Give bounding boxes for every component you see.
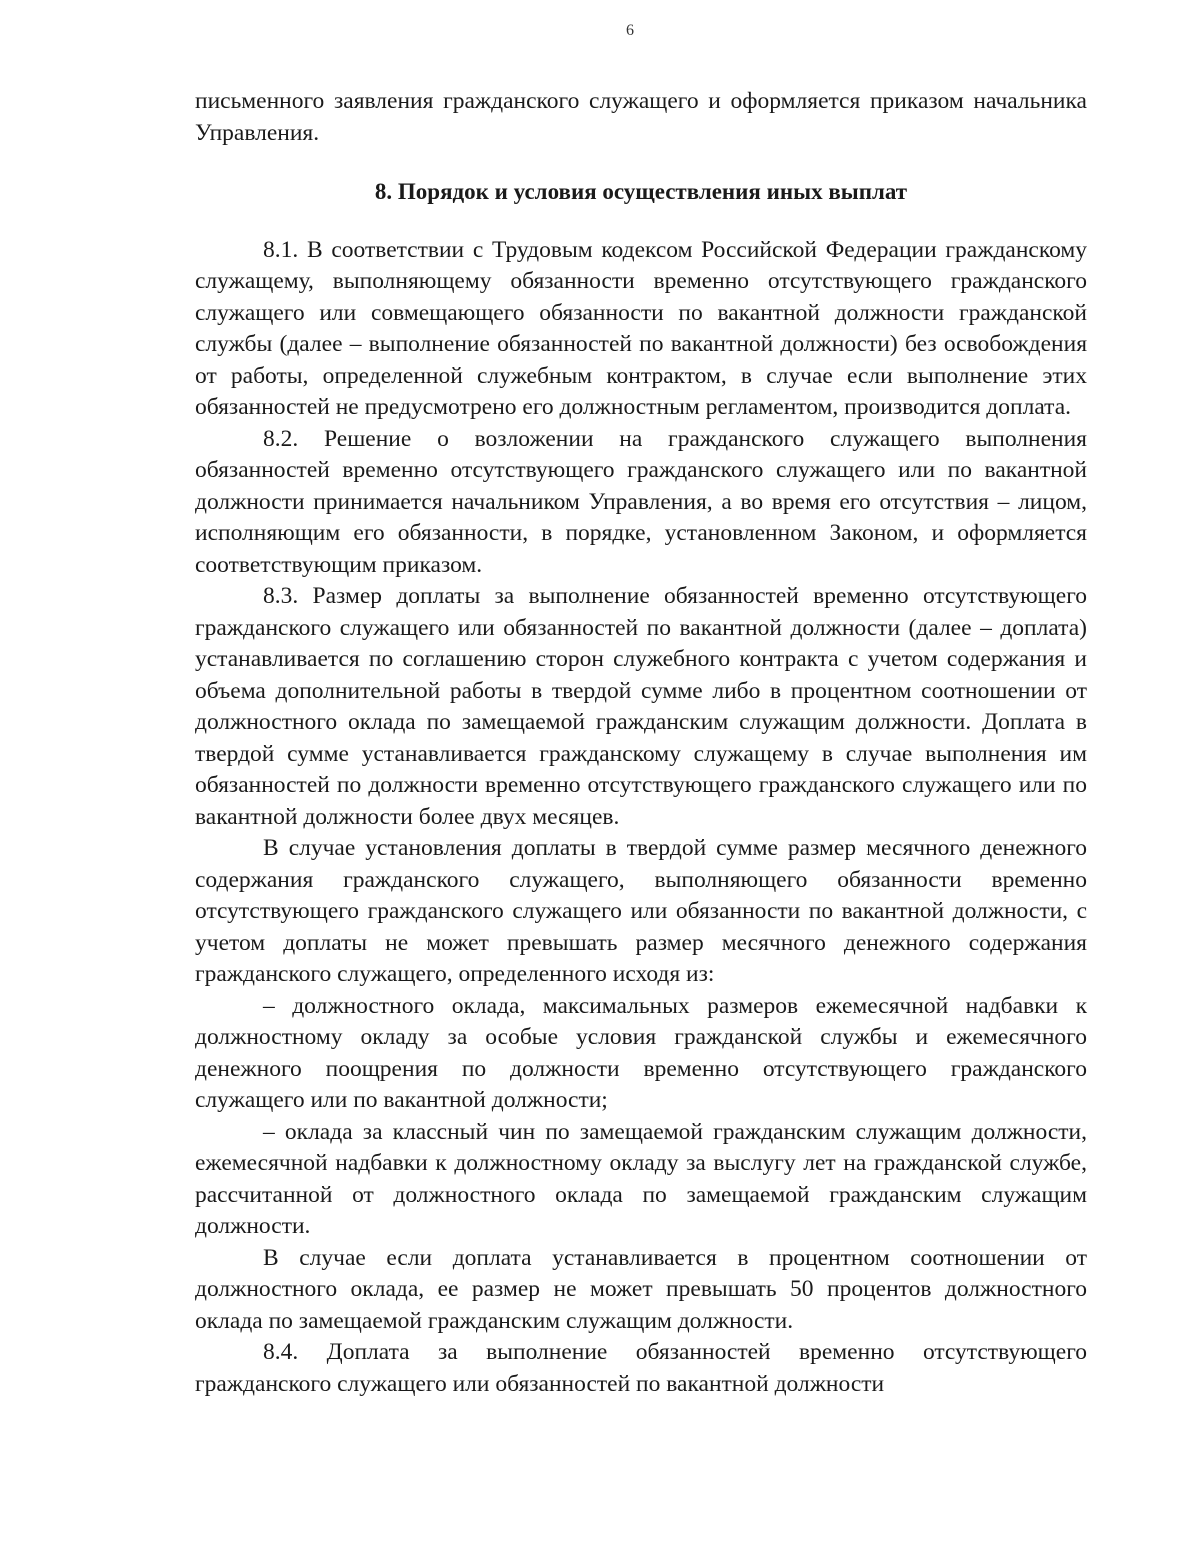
document-body [195, 86, 1087, 1400]
paragraph-8-4: 8.4. Доплата за выполнение обязанностей временно отсутствующего гражданского служащего или обязанностей по вакантной должности [195, 1339, 1087, 1397]
list-item-salary: – должностного оклада, максимальных размеров ежемесячной надбавки к должностному окладу за особые условия гражданской службы и ежемесячного денежного поощрения по должности временно отсутствующего гражданского служащего или по вакантной должности; [195, 992, 1087, 1113]
intro-paragraph: письменного заявления гражданского служащего и оформляется приказом начальника Управления. [195, 88, 1087, 146]
paragraph-8-2: 8.2. Решение о возложении на гражданского служащего выполнения обязанностей временно отсутствующего гражданского служащего или по вакантной должности принимается начальником Управления, а во время его отсутствия – лицом, исполняющим его обязанности, в порядке, установленном Законом, и оформляется соответствующим приказом. [195, 425, 1087, 578]
paragraph-8-1: 8.1. В соответствии с Трудовым кодексом Российской Федерации гражданскому служащему, выполняющему обязанности временно отсутствующего гражданского служащего или совмещающего обязанности по вакантной должности гражданской службы (далее – выполнение обязанностей по вакантной должности) без освобождения от работы, определенной служебным контрактом, в случае если выполнение этих обязанностей не предусмотрено его должностным регламентом, производится доплата. [195, 236, 1087, 420]
list-item-class-rank: – оклада за классный чин по замещаемой гражданским служащим должности, ежемесячной надбавки к должностному окладу за выслугу лет на гражданской службе, рассчитанной от должностного оклада по замещаемой гражданским служащим должности. [195, 1118, 1087, 1239]
paragraph-fixed-sum-case: В случае установления доплаты в твердой сумме размер месячного денежного содержания гражданского служащего, выполняющего обязанности временно отсутствующего гражданского служащего или обязанности по вакантной должности, с учетом доплаты не может превышать размер месячного денежного содержания гражданского служащего, определенного исходя из: [195, 835, 1087, 987]
paragraph-percent-case: В случае если доплата устанавливается в процентном соотношении от должностного оклада, ее размер не может превышать 50 процентов должностного оклада по замещаемой гражданским служащим должности. [195, 1244, 1087, 1334]
section-heading: 8. Порядок и условия осуществления иных выплат [374, 179, 908, 204]
page-number: 6 [626, 22, 634, 39]
paragraph-8-3: 8.3. Размер доплаты за выполнение обязанностей временно отсутствующего гражданского служащего или обязанностей по вакантной должности (далее – доплата) устанавливается по соглашению сторон служебного контракта с учетом содержания и объема дополнительной работы в твердой сумме либо в процентном соотношении от должностного оклада по замещаемой гражданским служащим должности. Доплата в твердой сумме устанавливается гражданскому служащему в случае выполнения им обязанностей по должности временно отсутствующего гражданского служащего или по вакантной должности более двух месяцев. [195, 583, 1087, 830]
